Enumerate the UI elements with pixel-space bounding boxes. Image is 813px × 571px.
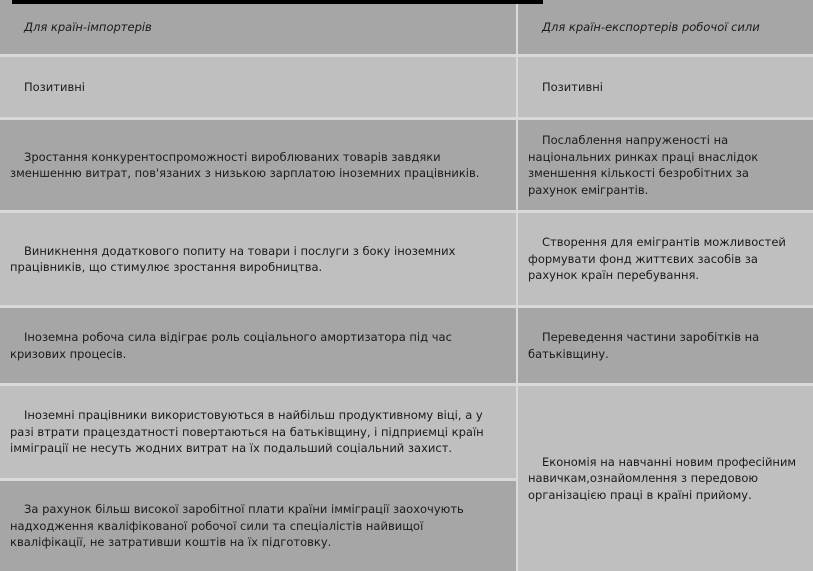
exporters-row-4 (518, 386, 813, 571)
header-importers-text: Для країн-імпортерів (24, 19, 152, 34)
importers-row-3 (0, 308, 516, 383)
subheader-exporters-text: Позитивні (542, 79, 603, 94)
importers-row-2 (0, 213, 516, 305)
subheader-importers-text: Позитивні (24, 79, 85, 94)
importers-row-4-text: Іноземні працівники використовуються в найбільш продуктивному віці, а у разі втрати працездатності повертаються на батьківщину, і підприємці країн імміграції не несуть жодних витрат на їх подальший соціальний захист. (10, 408, 484, 456)
exporters-row-2 (518, 213, 813, 305)
importers-row-1 (0, 120, 516, 210)
importers-row-5-text: За рахунок більш високої заробітної плати країни імміграції заохочують надходження кваліфікованої робочої сили та спеціалістів найвищої кваліфікації, не затративши коштів на їх підготовку. (10, 502, 464, 550)
header-exporters-text: Для країн-експортерів робочої сили (542, 19, 760, 34)
exporters-row-1 (518, 120, 813, 210)
importers-row-4 (0, 386, 516, 478)
importers-row-1-text: Зростання конкурентоспроможності вироблюваних товарів завдяки зменшенню витрат, пов'язаних з низькою зарплатою іноземних працівників. (10, 149, 480, 180)
importers-row-5 (0, 481, 516, 571)
exporters-row-4-text: Економія на навчанні новим професійним навичкам,ознайомлення з передовою організацією праці в країні прийому. (528, 454, 797, 502)
importers-row-2-text: Виникнення додаткового попиту на товари і послуги з боку іноземних працівників, що стимулює зростання виробництва. (10, 243, 456, 274)
subheader-exporters (518, 57, 813, 117)
subheader-importers (0, 57, 516, 117)
exporters-row-3-text: Переведення частини заробітків на батьківщину. (528, 330, 760, 361)
header-importers (0, 0, 516, 54)
top-black-bar (12, 0, 543, 4)
exporters-row-1-text: Послаблення напруженості на національних ринках праці внаслідок зменшення кількості безробітних за рахунок емігрантів. (528, 133, 759, 197)
exporters-row-2-text: Створення для емігрантів можливостей формувати фонд життєвих засобів за рахунок країн перебування. (528, 235, 786, 283)
header-exporters (518, 0, 813, 54)
exporters-row-3 (518, 308, 813, 383)
importers-row-3-text: Іноземна робоча сила відіграє роль соціального амортизатора під час кризових процесів. (10, 330, 452, 361)
